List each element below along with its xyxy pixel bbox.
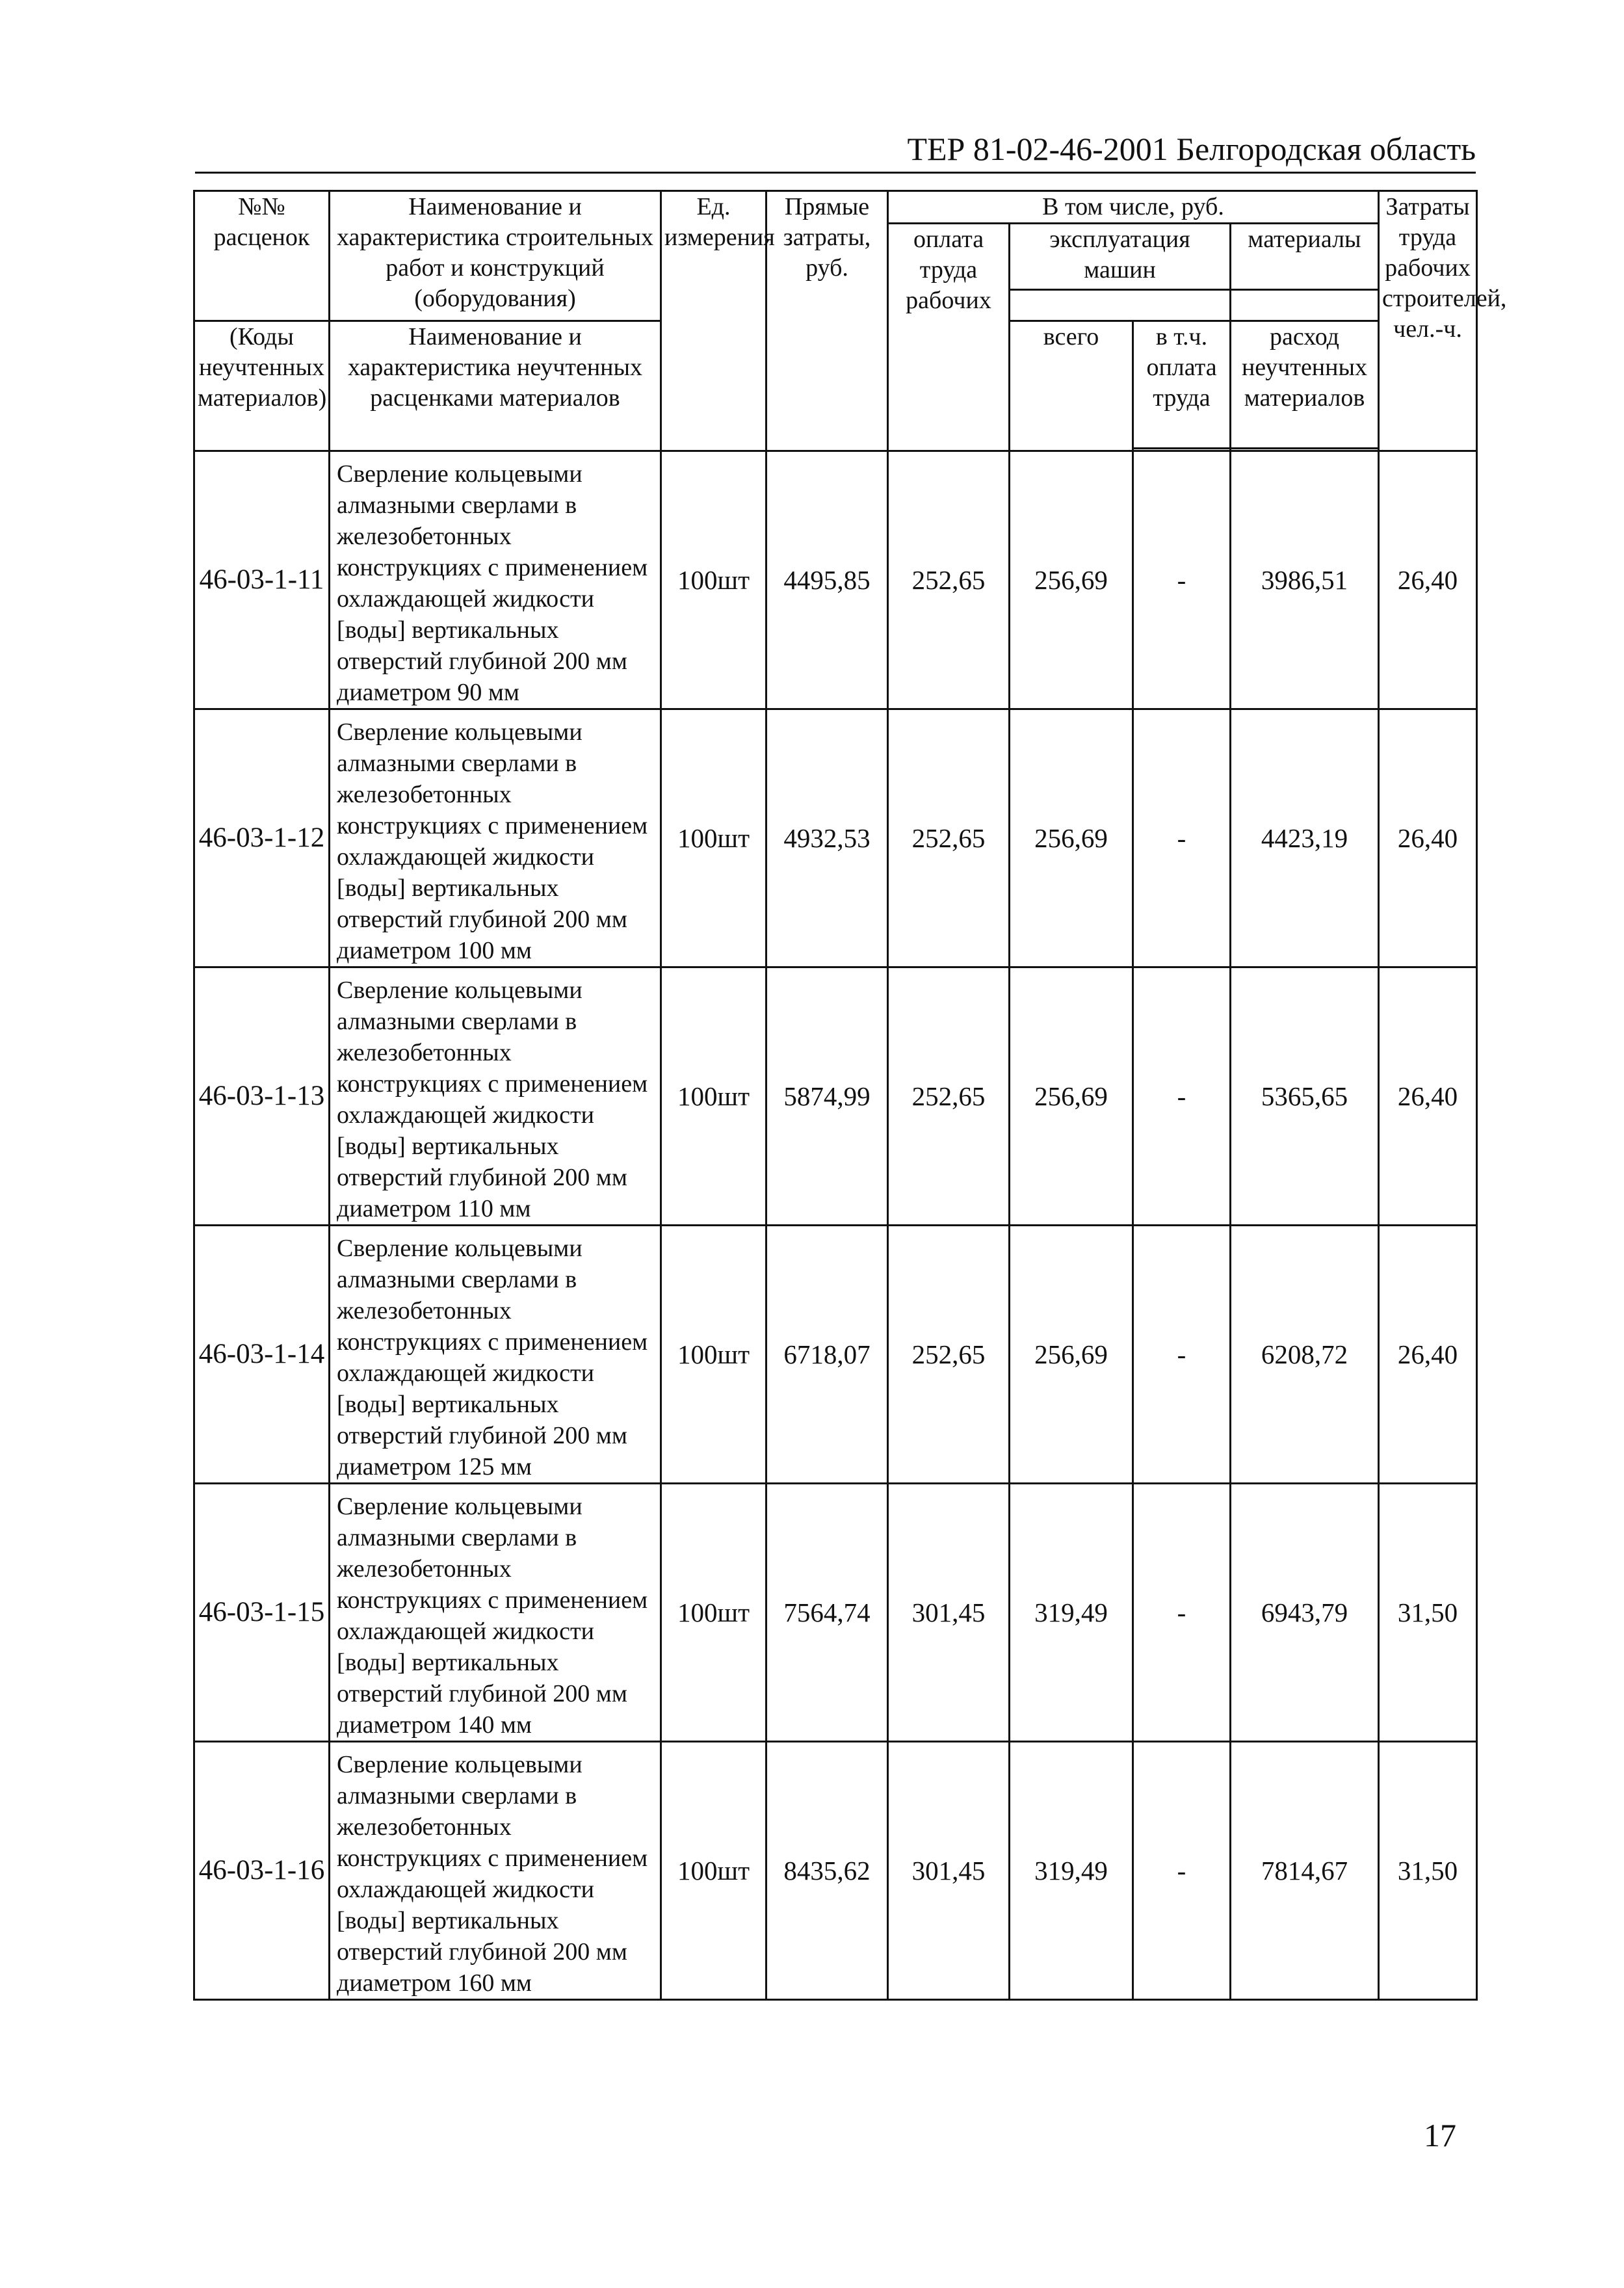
rate-unit: 100шт xyxy=(661,1484,766,1742)
table-row xyxy=(194,967,1477,1226)
rate-unit: 100шт xyxy=(661,967,766,1226)
document-header xyxy=(195,127,1476,174)
rate-machines: 256,69 xyxy=(1010,709,1133,967)
rate-machines-wages: - xyxy=(1133,1226,1231,1484)
rate-materials: 7814,67 xyxy=(1231,1742,1379,2000)
header-unit: Ед. измерения xyxy=(661,191,766,451)
rate-direct-costs: 5874,99 xyxy=(766,967,888,1226)
rate-machines: 256,69 xyxy=(1010,967,1133,1226)
rate-unit: 100шт xyxy=(661,1226,766,1484)
rate-wages: 252,65 xyxy=(888,709,1010,967)
header-materials-sub: расход неучтенных материалов xyxy=(1231,321,1379,449)
rate-wages: 252,65 xyxy=(888,451,1010,709)
rate-description: Сверление кольцевыми алмазными сверлами в железобетонных конструкциях с применением охлаждающей жидкости [воды] вертикальных отверстий глубиной 200 мм диаметром 125 мм xyxy=(330,1226,661,1484)
rate-wages: 252,65 xyxy=(888,967,1010,1226)
header-machines-total: всего xyxy=(1010,321,1133,451)
header-materials-spacer xyxy=(1231,290,1379,321)
rate-machines-wages: - xyxy=(1133,1742,1231,2000)
header-name: Наименование и характеристика строительных работ и конструкций (оборудования) xyxy=(330,191,661,321)
rate-materials: 4423,19 xyxy=(1231,709,1379,967)
rate-labor: 26,40 xyxy=(1379,1226,1477,1484)
rate-materials: 5365,65 xyxy=(1231,967,1379,1226)
rate-machines: 319,49 xyxy=(1010,1484,1133,1742)
header-machines-spacer xyxy=(1010,290,1231,321)
header-code: №№ расценок xyxy=(194,191,330,321)
rate-code: 46-03-1-12 xyxy=(194,709,330,967)
rate-machines-wages: - xyxy=(1133,709,1231,967)
header-labor-costs: Затраты труда рабочих строителей, чел.-ч. xyxy=(1379,191,1477,451)
page-number: 17 xyxy=(1424,2117,1456,2153)
rate-code: 46-03-1-14 xyxy=(194,1226,330,1484)
rate-direct-costs: 4932,53 xyxy=(766,709,888,967)
header-machines-wages: в т.ч. оплата труда xyxy=(1133,321,1231,449)
rate-wages: 252,65 xyxy=(888,1226,1010,1484)
rates-table xyxy=(193,190,1507,2001)
rate-description: Сверление кольцевыми алмазными сверлами в железобетонных конструкциях с применением охлаждающей жидкости [воды] вертикальных отверстий глубиной 200 мм диаметром 100 мм xyxy=(330,709,661,967)
rate-machines: 256,69 xyxy=(1010,451,1133,709)
rate-unit: 100шт xyxy=(661,1742,766,2000)
rate-code: 46-03-1-11 xyxy=(194,451,330,709)
rate-labor: 26,40 xyxy=(1379,451,1477,709)
rate-code: 46-03-1-16 xyxy=(194,1742,330,2000)
document-title: ТЕР 81-02-46-2001 Белгородская область xyxy=(907,131,1476,167)
rate-materials: 6943,79 xyxy=(1231,1484,1379,1742)
rate-labor: 26,40 xyxy=(1379,709,1477,967)
rate-code: 46-03-1-15 xyxy=(194,1484,330,1742)
rate-direct-costs: 8435,62 xyxy=(766,1742,888,2000)
rate-materials: 6208,72 xyxy=(1231,1226,1379,1484)
rate-machines-wages: - xyxy=(1133,967,1231,1226)
rate-labor: 31,50 xyxy=(1379,1742,1477,2000)
table-row xyxy=(194,1226,1477,1484)
rate-direct-costs: 6718,07 xyxy=(766,1226,888,1484)
rate-description: Сверление кольцевыми алмазными сверлами в железобетонных конструкциях с применением охлаждающей жидкости [воды] вертикальных отверстий глубиной 200 мм диаметром 140 мм xyxy=(330,1484,661,1742)
rate-description: Сверление кольцевыми алмазными сверлами в железобетонных конструкциях с применением охлаждающей жидкости [воды] вертикальных отверстий глубиной 200 мм диаметром 90 мм xyxy=(330,451,661,709)
table-row xyxy=(194,451,1477,709)
header-machines: эксплуатация машин xyxy=(1010,224,1231,290)
header-materials: материалы xyxy=(1231,224,1379,290)
rate-wages: 301,45 xyxy=(888,1484,1010,1742)
table-row xyxy=(194,1742,1477,2000)
rate-direct-costs: 7564,74 xyxy=(766,1484,888,1742)
rate-description: Сверление кольцевыми алмазными сверлами в железобетонных конструкциях с применением охлаждающей жидкости [воды] вертикальных отверстий глубиной 200 мм диаметром 110 мм xyxy=(330,967,661,1226)
rate-unit: 100шт xyxy=(661,709,766,967)
rate-labor: 31,50 xyxy=(1379,1484,1477,1742)
header-wages: оплата труда рабочих xyxy=(888,224,1010,451)
rate-materials: 3986,51 xyxy=(1231,451,1379,709)
table-row xyxy=(194,709,1477,967)
header-direct-costs: Прямые затраты, руб. xyxy=(766,191,888,451)
header-including: В том числе, руб. xyxy=(888,191,1379,224)
header-name-sub: Наименование и характеристика неучтенных расценками материалов xyxy=(330,321,661,451)
rate-unit: 100шт xyxy=(661,451,766,709)
rate-labor: 26,40 xyxy=(1379,967,1477,1226)
rate-machines-wages: - xyxy=(1133,1484,1231,1742)
rate-description: Сверление кольцевыми алмазными сверлами в железобетонных конструкциях с применением охлаждающей жидкости [воды] вертикальных отверстий глубиной 200 мм диаметром 160 мм xyxy=(330,1742,661,2000)
rate-direct-costs: 4495,85 xyxy=(766,451,888,709)
rate-machines-wages: - xyxy=(1133,451,1231,709)
rate-code: 46-03-1-13 xyxy=(194,967,330,1226)
rate-wages: 301,45 xyxy=(888,1742,1010,2000)
table-row xyxy=(194,1484,1477,1742)
rate-machines: 319,49 xyxy=(1010,1742,1133,2000)
rate-machines: 256,69 xyxy=(1010,1226,1133,1484)
header-code-sub: (Коды неучтенных материалов) xyxy=(194,321,330,451)
